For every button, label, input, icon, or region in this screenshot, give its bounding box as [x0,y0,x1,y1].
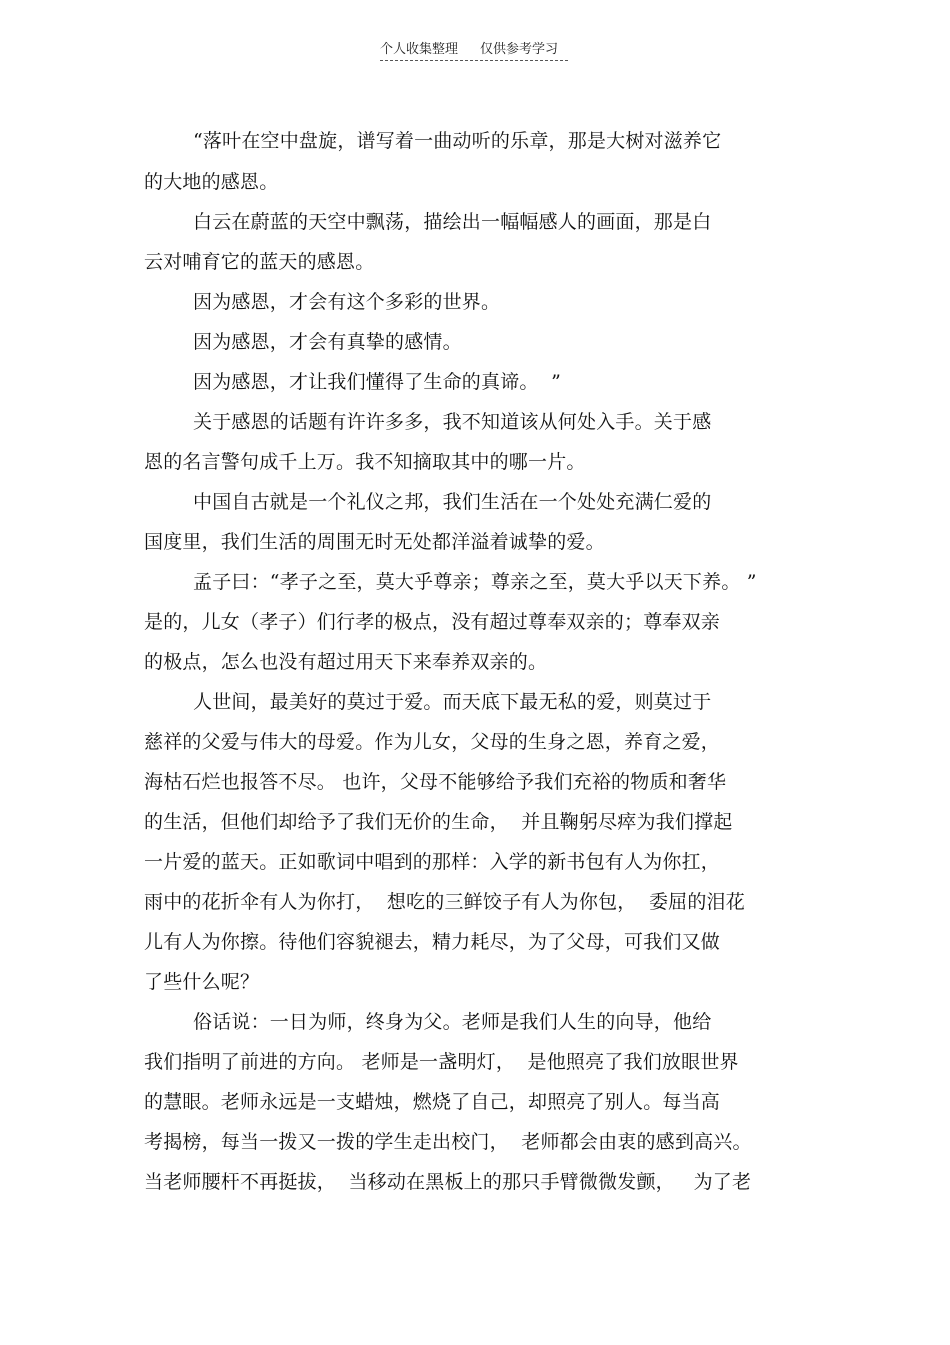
text-line: 是的，儿女（孝子）们行孝的极点，没有超过尊奉双亲的；尊奉双亲 [144,611,721,633]
text-line: 因为感恩，才会有这个多彩的世界。 [193,291,501,313]
text-line: 了些什么呢？ [144,971,260,993]
text-line: 中国自古就是一个礼仪之邦，我们生活在一个处处充满仁爱的 [193,491,712,513]
header-right-text: 仅供参考学习 [480,42,559,57]
text-line: 的慧眼。老师永远是一支蜡烛，燃烧了自己，却照亮了别人。每当高 [144,1091,721,1113]
text-line: 考揭榜，每当一拨又一拨的学生走出校门， 老师都会由衷的感到高兴。 [144,1131,752,1153]
text-line: 因为感恩，才会有真挚的感情。 [193,331,462,353]
text-line: 的生活，但他们却给予了我们无价的生命， 并且鞠躬尽瘁为我们撑起 [144,811,733,833]
text-line: 白云在蔚蓝的天空中飘荡，描绘出一幅幅感人的画面，那是白 [193,211,712,233]
text-line: 的大地的感恩。 [144,171,279,193]
text-line: 云对哺育它的蓝天的感恩。 [144,251,375,273]
text-line: 慈祥的父爱与伟大的母爱。作为儿女，父母的生身之恩，养育之爱， [144,731,721,753]
text-line: 因为感恩，才让我们懂得了生命的真谛。 ” [193,371,561,393]
text-line: 当老师腰杆不再挺拔， 当移动在黑板上的那只手臂微微发颤， 为了老 [144,1171,752,1193]
text-line: 的极点，怎么也没有超过用天下来奉养双亲的。 [144,651,548,673]
header-left-text: 个人收集整理 [380,42,459,57]
text-line: 国度里，我们生活的周围无时无处都洋溢着诚挚的爱。 [144,531,605,553]
text-line: 恩的名言警句成千上万。我不知摘取其中的哪一片。 [144,451,586,473]
text-line: 一片爱的蓝天。正如歌词中唱到的那样：入学的新书包有人为你扛， [144,851,721,873]
text-line: 关于感恩的话题有许许多多，我不知道该从何处入手。关于感 [193,411,712,433]
text-line: “落叶在空中盘旋，谱写着一曲动听的乐章，那是大树对滋养它 [193,130,722,152]
text-line: 儿有人为你擦。待他们容貌褪去，精力耗尽，为了父母，可我们又做 [144,931,721,953]
text-line: 人世间，最美好的莫过于爱。而天底下最无私的爱，则莫过于 [193,691,712,713]
text-line: 俗话说：一日为师，终身为父。老师是我们人生的向导，他给 [193,1011,712,1033]
text-line: 孟子曰：“孝子之至，莫大乎尊亲；尊亲之至，莫大乎以天下养。 ” [193,571,757,593]
text-line: 雨中的花折伞有人为你打， 想吃的三鲜饺子有人为你包， 委屈的泪花 [144,891,745,913]
text-line: 我们指明了前进的方向。 老师是一盏明灯， 是他照亮了我们放眼世界 [144,1051,739,1073]
text-line: 海枯石烂也报答不尽。 也许，父母不能够给予我们充裕的物质和奢华 [144,771,727,793]
